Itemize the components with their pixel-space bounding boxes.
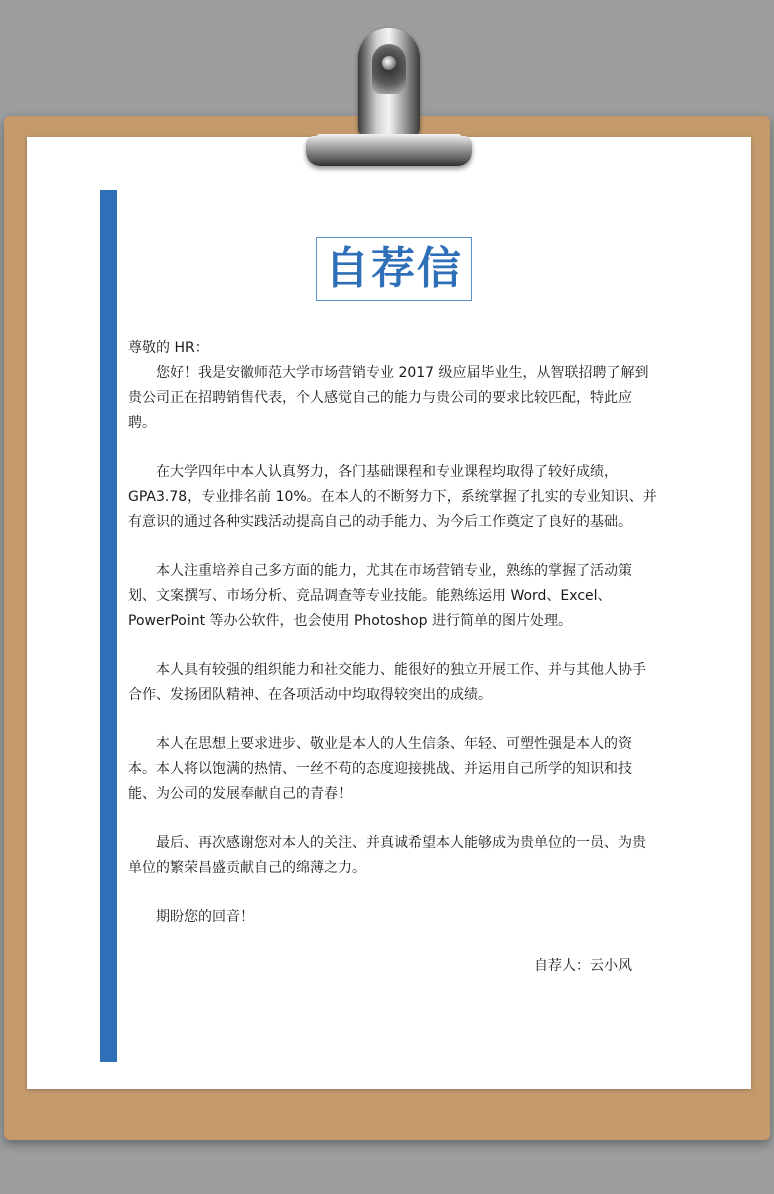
binder-clip-base-highlight	[316, 134, 462, 144]
paragraph-skills: 本人注重培养自己多方面的能力，尤其在市场营销专业，熟练的掌握了活动策划、文案撰写、市场分析、竞品调查等专业技能。能熟练运用 Word、Excel、PowerPoint 等办公软件，也会使用 Photoshop 进行简单的图片处理。	[128, 563, 632, 629]
signature: 自荐人：云小风	[534, 958, 632, 974]
page-title: 自荐信	[325, 243, 463, 294]
paragraph-attitude: 本人在思想上要求进步、敬业是本人的人生信条、年轻、可塑性强是本人的资本。本人将以饱满的热情、一丝不苟的态度迎接挑战、并运用自己所学的知识和技能、为公司的发展奉献自己的青春！	[128, 736, 632, 802]
title-box	[316, 237, 472, 301]
paragraph-intro: 您好！我是安徽师范大学市场营销专业 2017 级应届毕业生，从智联招聘了解到贵公司正在招聘销售代表，个人感觉自己的能力与贵公司的要求比较匹配，特此应聘。	[128, 365, 649, 431]
paragraph-teamwork: 本人具有较强的组织能力和社交能力、能很好的独立开展工作、并与其他人协手合作、发扬团队精神、在各项活动中均取得较突出的成绩。	[128, 662, 646, 703]
paragraph-academics: 在大学四年中本人认真努力，各门基础课程和专业课程均取得了较好成绩，GPA3.78，专业排名前 10%。在本人的不断努力下，系统掌握了扎实的专业知识、并有意识的通过各种实践活动提高自己的动手能力、为今后工作奠定了良好的基础。	[128, 464, 657, 530]
letter-body	[128, 336, 658, 930]
paragraph-closing: 期盼您的回音！	[156, 909, 254, 925]
accent-bar	[100, 190, 117, 1062]
paragraph-thanks: 最后、再次感谢您对本人的关注、并真诚希望本人能够成为贵单位的一员、为贵单位的繁荣昌盛贡献自己的绵薄之力。	[128, 835, 646, 876]
greeting: 尊敬的 HR：	[128, 340, 209, 356]
binder-clip-pin	[382, 56, 396, 70]
